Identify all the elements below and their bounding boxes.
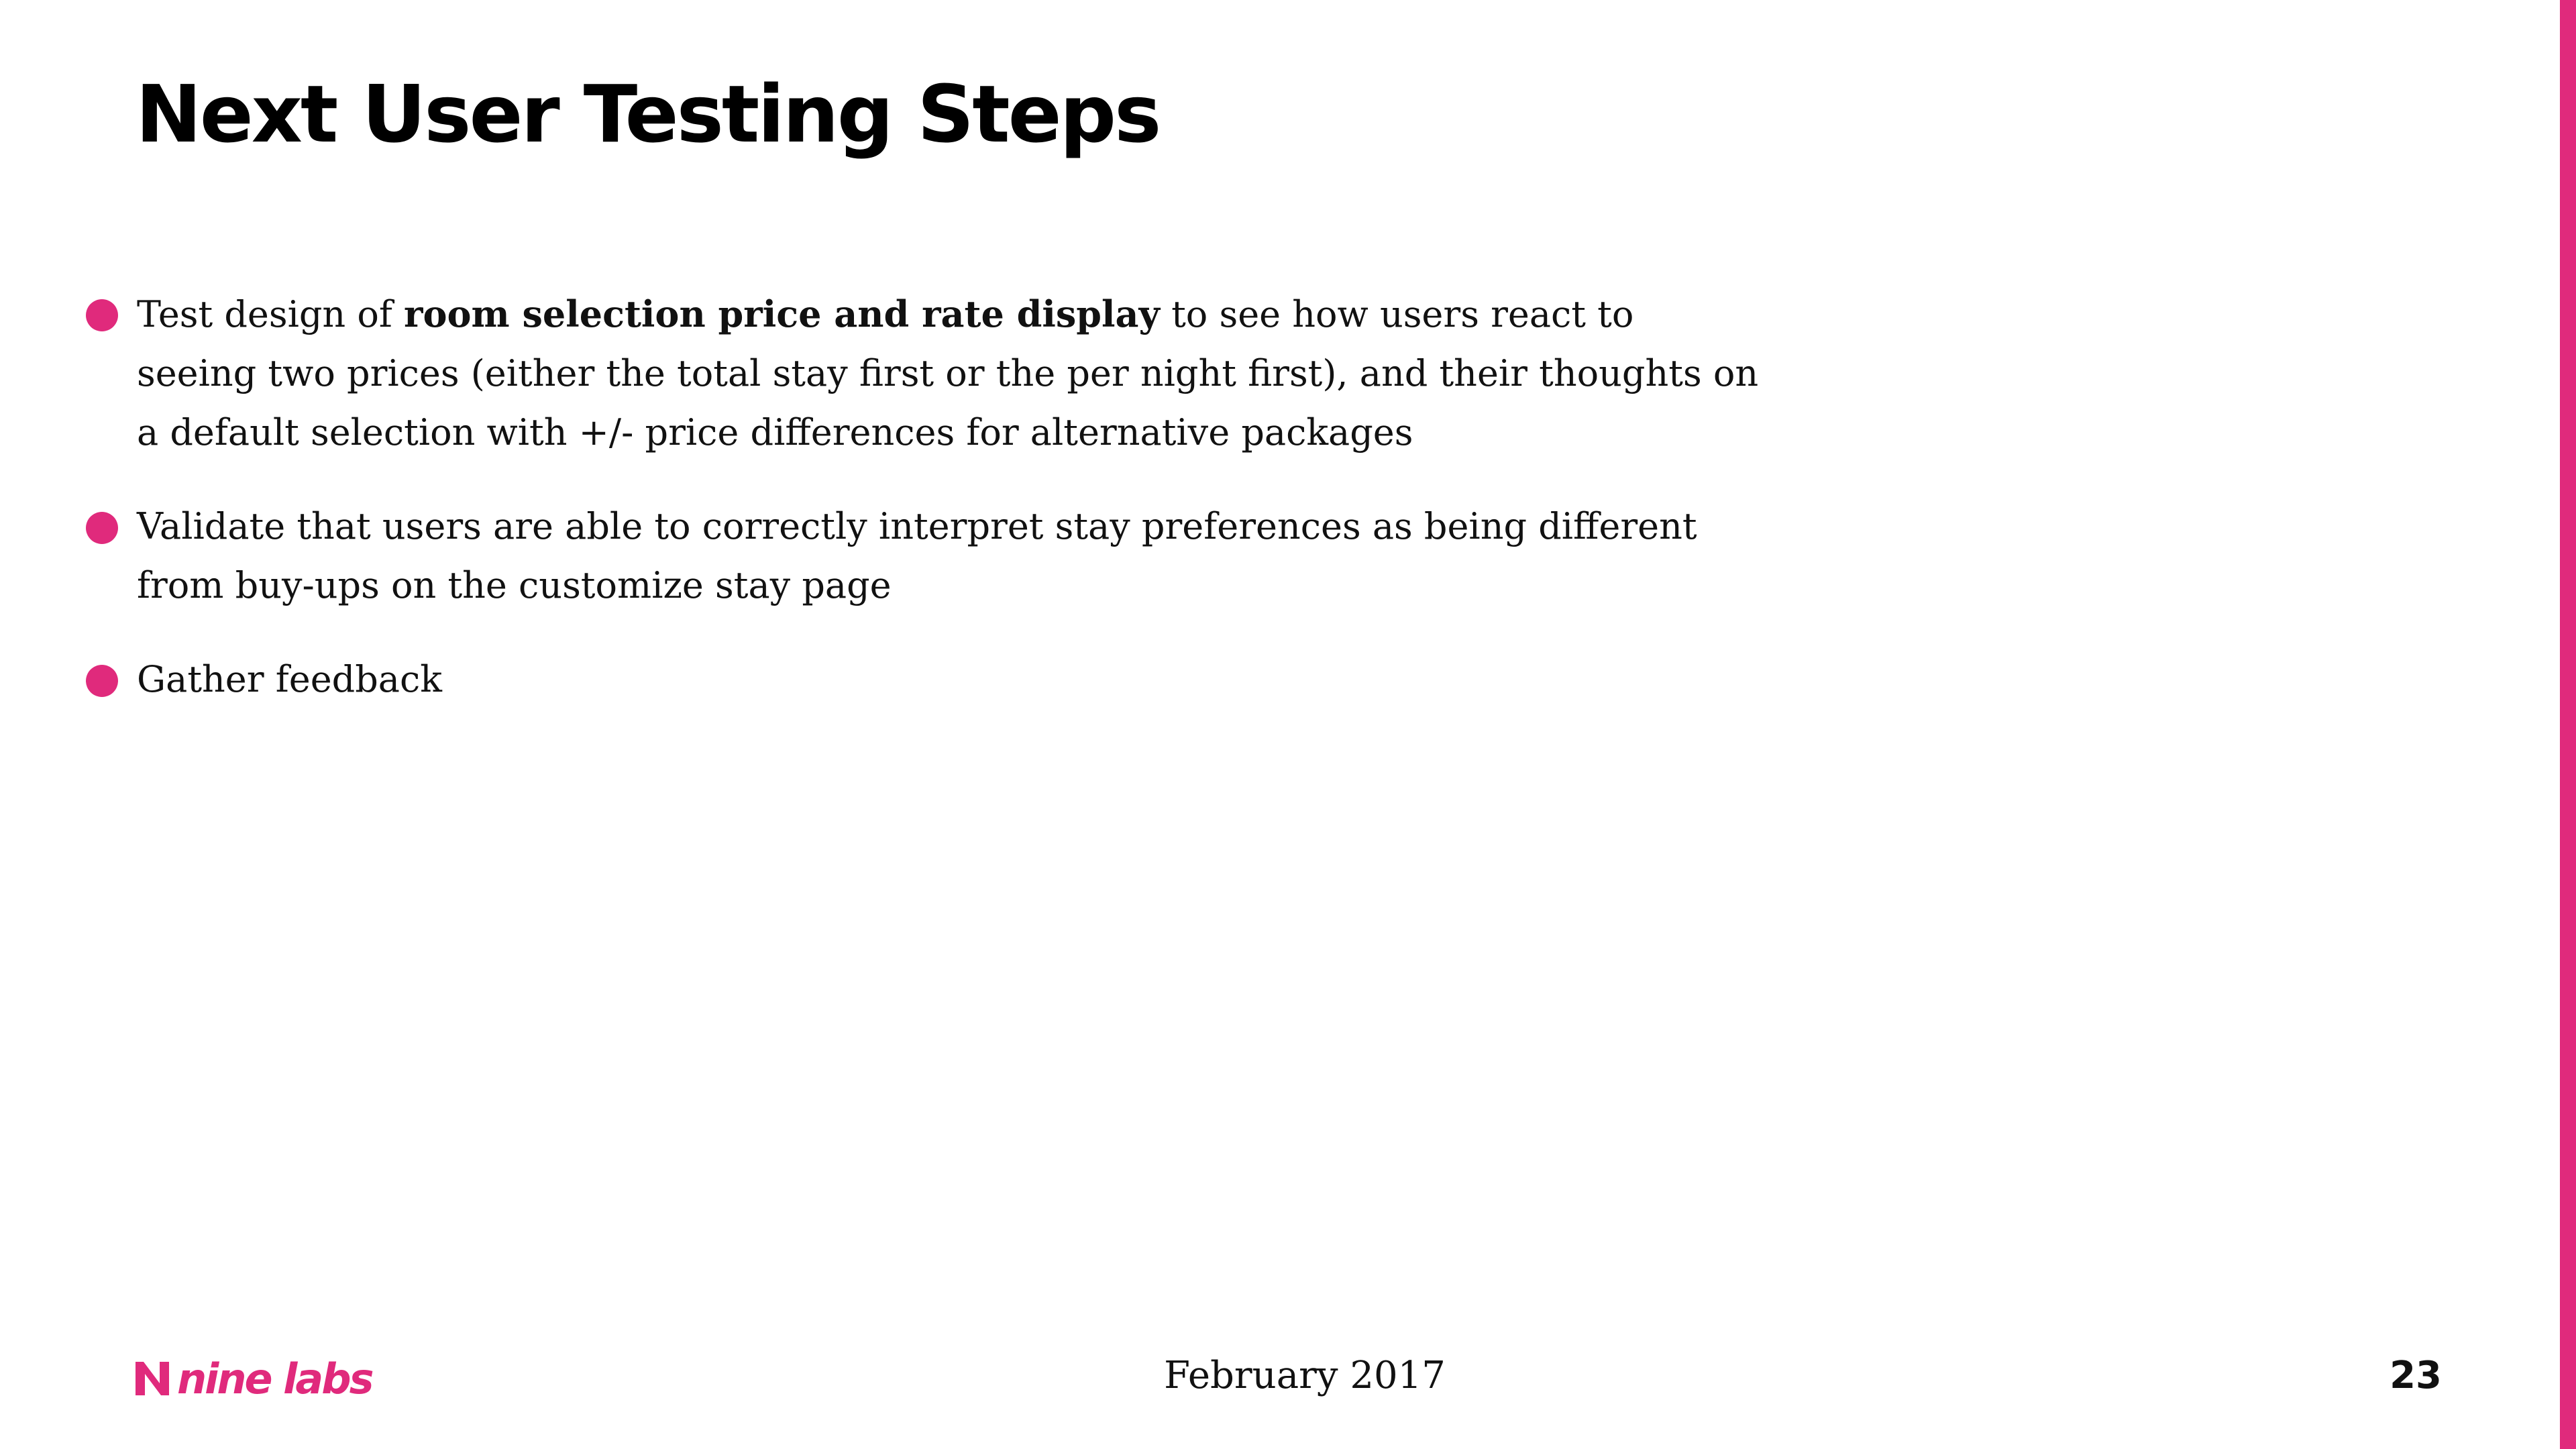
- bullet-text-bold: room selection price and rate display: [404, 292, 1160, 335]
- bullet-list: [86, 284, 1763, 744]
- page-number: 23: [2390, 1354, 2442, 1397]
- accent-bar: [2560, 0, 2576, 1449]
- bullet-dot: [86, 299, 118, 331]
- bullet-item-stay-preferences: [86, 497, 1763, 615]
- nine-labs-n-icon: [134, 1360, 170, 1397]
- bullet-dot: [86, 665, 118, 697]
- bullet-item-room-selection: [86, 284, 1763, 462]
- nine-labs-logo: [134, 1355, 372, 1402]
- bullet-text-before: Test design of: [137, 293, 405, 335]
- footer-date: February 2017: [1164, 1354, 1446, 1397]
- bullet-item-gather-feedback: [86, 650, 1763, 709]
- bullet-text: [137, 293, 1758, 453]
- bullet-dot: [86, 512, 118, 544]
- page-title: Next User Testing Steps: [136, 68, 1160, 160]
- logo-wordmark: nine labs: [177, 1354, 372, 1403]
- bullet-text: Gather feedback: [137, 658, 442, 700]
- bullet-text-after: to see how users react to seeing two prices (either the total stay first or the per night first), and their thoughts on a default selection with +/- price differences for alternative packages: [137, 293, 1759, 453]
- bullet-text: Validate that users are able to correctly interpret stay preferences as being different from buy-ups on the customize stay page: [137, 505, 1697, 606]
